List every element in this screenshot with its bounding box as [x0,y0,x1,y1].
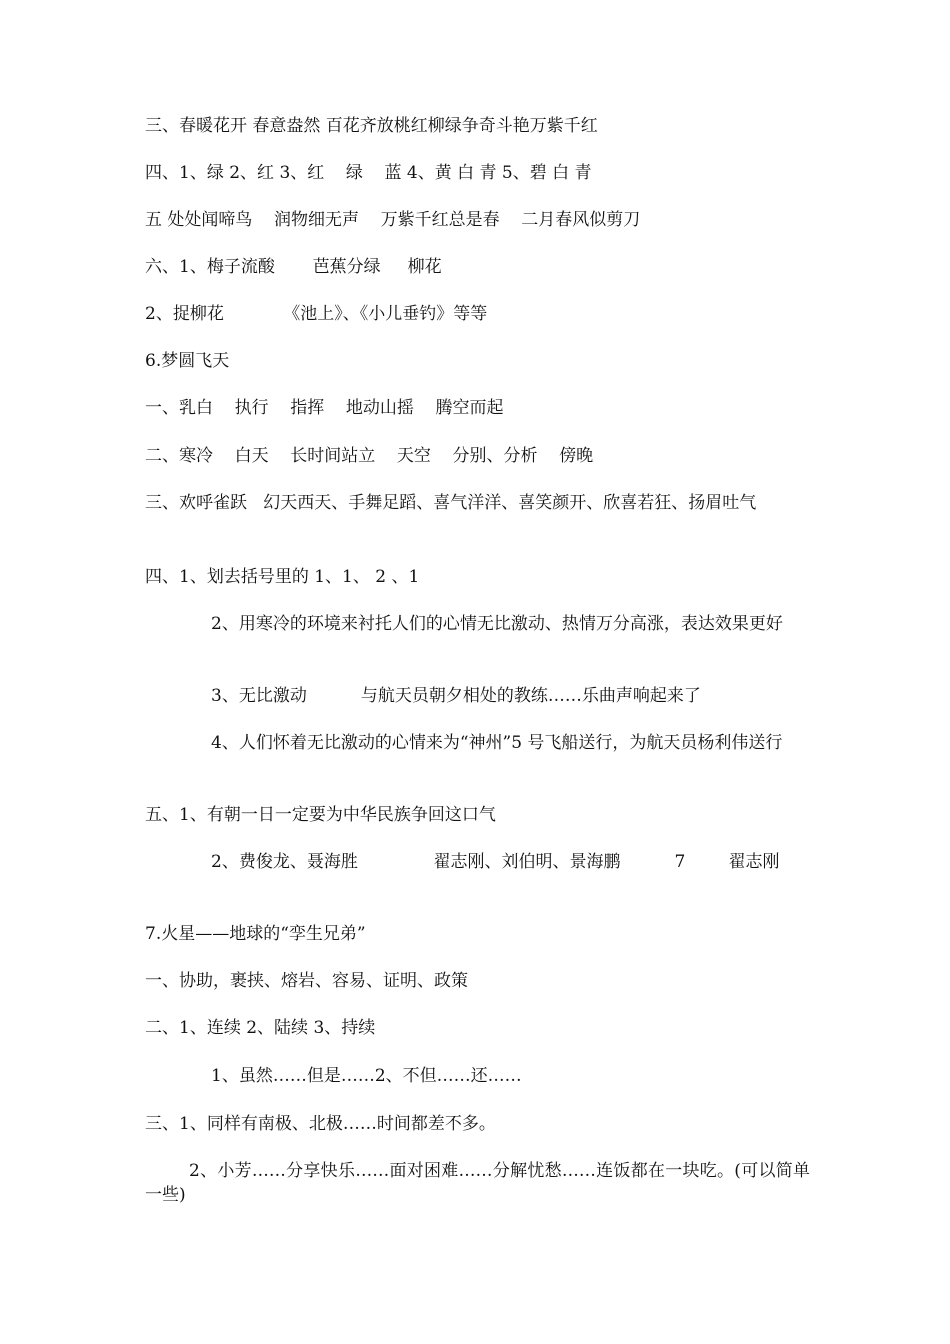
text-paragraph: 三、欢呼雀跃 幻天西天、手舞足蹈、喜气洋洋、喜笑颜开、欣喜若狂、扬眉吐气 [145,493,757,513]
text-line: 二、寒冷 白天 长时间站立 天空 分别、分析 傍晚 [145,446,594,466]
text-line: 二、1、连续 2、陆续 3、持续 [145,1018,376,1038]
section-heading: 6.梦圆飞天 [145,351,230,371]
text-line: 三、春暖花开 春意盎然 百花齐放桃红柳绿争奇斗艳万紫千红 [145,116,598,136]
text-line: 四、1、划去括号里的 1、1、 2 、1 [145,567,420,587]
text-line: 一、乳白 执行 指挥 地动山摇 腾空而起 [145,398,504,418]
text-line: 一、协助，裹挟、熔岩、容易、证明、政策 [145,971,468,991]
text-line: 六、1、梅子流酸 芭蕉分绿 柳花 [145,257,442,277]
text-line: 三、1、同样有南极、北极……时间都差不多。 [145,1114,496,1134]
text-paragraph: 2、用寒冷的环境来衬托人们的心情无比激动、热情万分高涨，表达效果更好 [211,614,783,634]
text-line: 五、1、有朝一日一定要为中华民族争回这口气 [145,805,496,825]
text-line: 五 处处闻啼鸟 润物细无声 万紫千红总是春 二月春风似剪刀 [145,210,641,230]
text-line: 1、虽然……但是……2、不但……还…… [211,1066,522,1086]
section-heading: 7.火星——地球的“孪生兄弟” [145,924,366,944]
text-line: 四、1、绿 2、红 3、红 绿 蓝 4、黄 白 青 5、碧 白 青 [145,163,592,183]
text-line: 3、无比激动 与航天员朝夕相处的教练……乐曲声响起来了 [211,686,701,706]
text-paragraph: 2、费俊龙、聂海胜 翟志刚、刘伯明、景海鹏 7 翟志刚 [211,852,780,872]
text-paragraph: 2、小芳……分享快乐……面对困难……分解忧愁……连饭都在一块吃。(可以简单一些) [145,1161,810,1205]
text-paragraph: 4、人们怀着无比激动的心情来为“神州”5 号飞船送行，为航天员杨利伟送行 [211,733,783,753]
text-line: 2、捉柳花 《池上》、《小儿垂钓》等等 [145,304,488,324]
